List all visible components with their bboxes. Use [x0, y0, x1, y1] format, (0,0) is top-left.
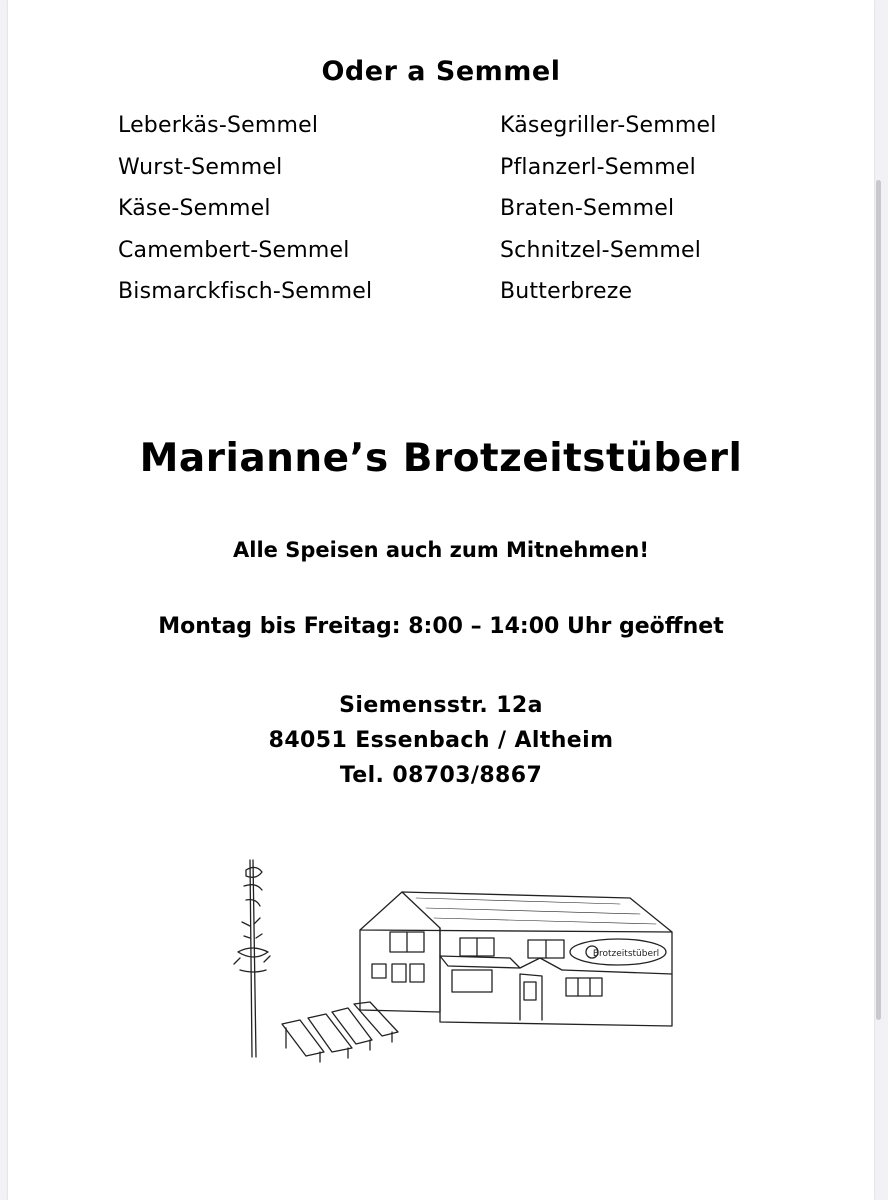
maypole-icon: [234, 860, 270, 1057]
menu-list-left: [118, 108, 372, 316]
menu-item: Pflanzerl-Semmel: [500, 154, 696, 180]
opening-hours: Montag bis Freitag: 8:00 – 14:00 Uhr geöffnet: [158, 614, 724, 639]
takeaway-note: Alle Speisen auch zum Mitnehmen!: [233, 538, 649, 562]
scrollbar[interactable]: [876, 180, 881, 1020]
menu-list-right: [500, 108, 717, 316]
address-city: 84051 Essenbach / Altheim: [268, 728, 614, 753]
menu-item: Käse-Semmel: [118, 196, 271, 221]
menu-item: Braten-Semmel: [500, 196, 675, 221]
restaurant-name: Marianne’s Brotzeitstüberl: [139, 436, 743, 481]
address-phone: Tel. 08703/8867: [339, 763, 543, 788]
menu-item: Leberkäs-Semmel: [118, 113, 319, 138]
building-outline: [360, 892, 672, 1026]
menu-item: Bismarckfisch-Semmel: [118, 279, 373, 304]
document-page: [8, 0, 874, 1200]
building-sign-text: Brotzeitstüberl: [592, 949, 660, 959]
menu-item: Schnitzel-Semmel: [500, 237, 702, 263]
address-block: [8, 688, 874, 793]
menu-item: Wurst-Semmel: [118, 154, 283, 180]
menu-item: Butterbreze: [500, 279, 633, 304]
building-sketch-icon: [220, 852, 700, 1072]
menu-item: Camembert-Semmel: [118, 237, 350, 263]
address-street: Siemensstr. 12a: [339, 693, 543, 718]
menu-item: Käsegriller-Semmel: [500, 113, 717, 138]
menu-title: Oder a Semmel: [321, 56, 561, 87]
